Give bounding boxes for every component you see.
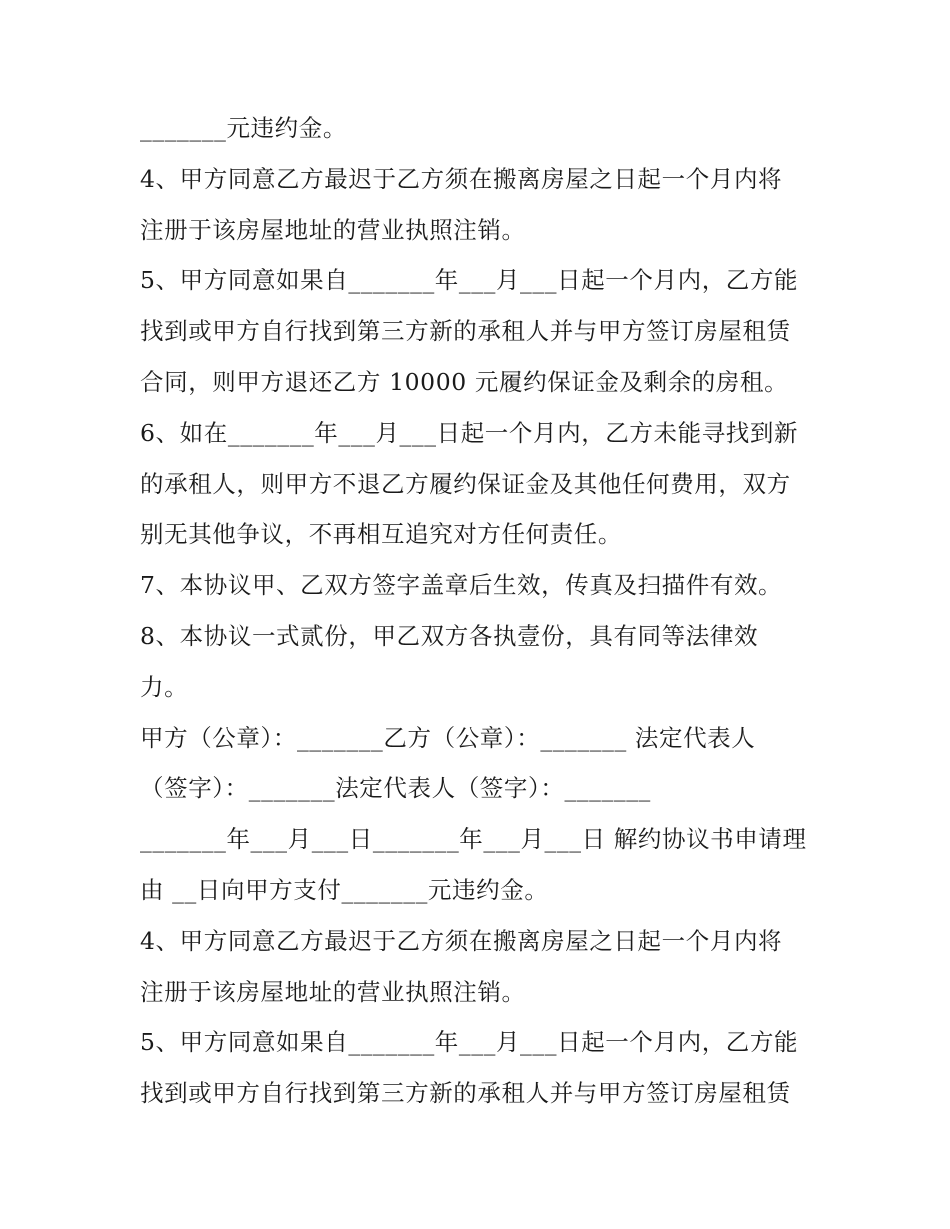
text-line: 的承租人，则甲方不退乙方履约保证金及其他任何费用，双方 (140, 469, 791, 498)
text-line: 4、甲方同意乙方最迟于乙方须在搬离房屋之日起一个月内将 (140, 164, 783, 193)
text-line: _______元违约金。 (140, 114, 347, 142)
text-line: 8、本协议一式贰份，甲乙双方各执壹份，具有同等法律效 (140, 621, 759, 650)
document-body (140, 103, 830, 1119)
text-line: 合同，则甲方退还乙方 10000 元履约保证金及剩余的房租。 (140, 367, 789, 396)
text-line: 找到或甲方自行找到第三方新的承租人并与甲方签订房屋租赁 (140, 317, 791, 346)
text-line: 注册于该房屋地址的营业执照注销。 (140, 215, 526, 244)
text-line: 找到或甲方自行找到第三方新的承租人并与甲方签订房屋租赁 (140, 1079, 791, 1108)
text-line: 力。 (140, 672, 189, 701)
text-line: 7、本协议甲、乙双方签字盖章后生效，传真及扫描件有效。 (140, 571, 783, 600)
text-line: 5、甲方同意如果自_______年___月___日起一个月内，乙方能 (140, 266, 799, 295)
text-line: 别无其他争议，不再相互追究对方任何责任。 (140, 520, 622, 549)
text-line: 4、甲方同意乙方最迟于乙方须在搬离房屋之日起一个月内将 (140, 926, 783, 955)
text-line: 6、如在_______年___月___日起一个月内，乙方未能寻找到新 (140, 418, 799, 447)
text-line: 甲方（公章）：_______乙方（公章）：_______ 法定代表人 (140, 723, 756, 752)
text-line: （签字）：_______法定代表人（签字）：_______ (140, 774, 651, 803)
text-line: 注册于该房屋地址的营业执照注销。 (140, 977, 526, 1006)
text-line: 5、甲方同意如果自_______年___月___日起一个月内，乙方能 (140, 1028, 799, 1057)
text-line: 由 __日向甲方支付_______元违约金。 (140, 875, 549, 904)
text-line: _______年___月___日_______年___月___日 解约协议书申请理 (140, 825, 807, 854)
